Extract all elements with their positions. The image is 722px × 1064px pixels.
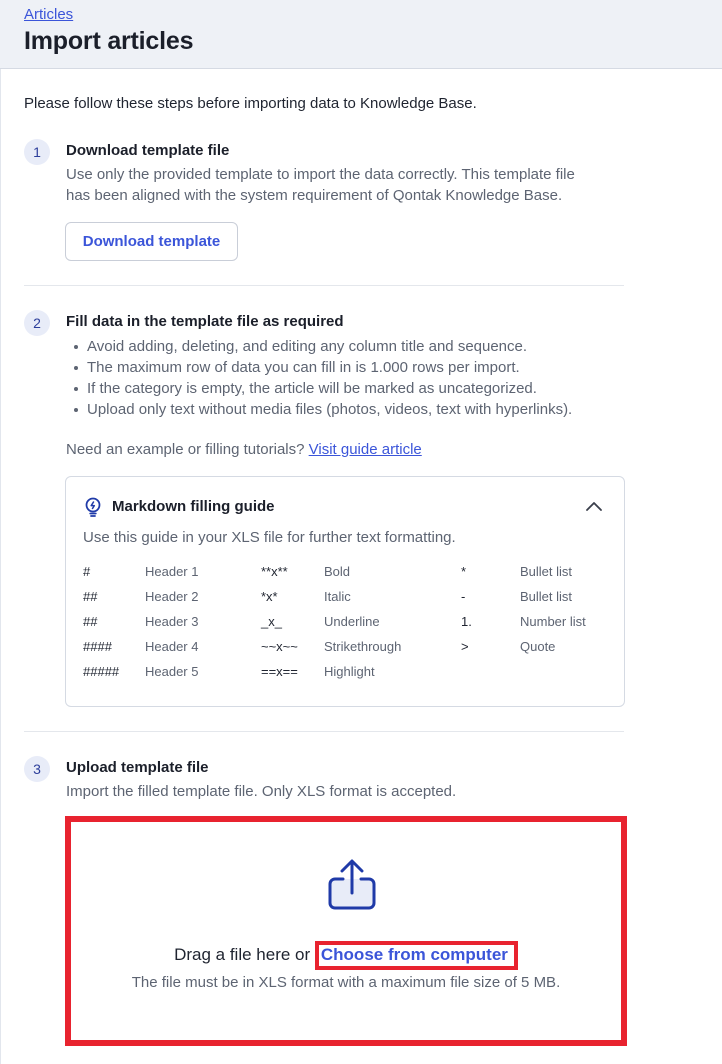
download-template-button[interactable]: Download template bbox=[65, 222, 238, 261]
step-2-title: Fill data in the template file as required bbox=[66, 313, 344, 330]
guide-question: Need an example or filling tutorials? Visit guide article bbox=[66, 441, 422, 458]
step-3-description: Import the filled template file. Only XLS format is accepted. bbox=[66, 783, 457, 800]
step-1-title: Download template file bbox=[66, 142, 230, 159]
step-1-description: Use only the provided template to import the data correctly. This template file has been aligned with the system requirement of Qontak Knowledge Base. bbox=[66, 166, 575, 204]
markdown-guide-panel: Markdown filling guide Use this guide in your XLS file for further text formatting. # Header 1 **x** Bold * Bullet list ## Header 2 *x* Italic - Bullet list ## Header 3 _x_ Underline 1. Number list #### Header 4 ~~x~~ Strikethrough > Quote ##### Header 5 ==x== Highlight bbox=[65, 476, 625, 707]
requirements-list bbox=[66, 336, 572, 420]
markdown-guide-title: Markdown filling guide bbox=[112, 498, 275, 515]
list-item: Upload only text without media files (photos, videos, text with hyperlinks). bbox=[66, 399, 572, 420]
lightbulb-icon bbox=[84, 497, 102, 517]
list-item: The maximum row of data you can fill in is 1.000 rows per import. bbox=[66, 357, 572, 378]
list-item: If the category is empty, the article will be marked as uncategorized. bbox=[66, 378, 572, 399]
dropzone-text: Drag a file here or Choose from computer bbox=[71, 945, 621, 965]
dropzone-note: The file must be in XLS format with a maximum file size of 5 MB. bbox=[131, 974, 561, 991]
step-2-number: 2 bbox=[24, 310, 50, 336]
chevron-up-icon[interactable] bbox=[584, 497, 604, 517]
step-3-number: 3 bbox=[24, 756, 50, 782]
visit-guide-article-link[interactable]: Visit guide article bbox=[308, 441, 422, 458]
markdown-guide-description: Use this guide in your XLS file for further text formatting. bbox=[83, 529, 456, 546]
file-dropzone[interactable] bbox=[65, 816, 627, 1046]
page-title: Import articles bbox=[24, 27, 194, 55]
step-1-number: 1 bbox=[24, 139, 50, 165]
step-3-title: Upload template file bbox=[66, 759, 209, 776]
divider bbox=[24, 285, 624, 286]
choose-from-computer-link[interactable]: Choose from computer bbox=[315, 941, 518, 970]
upload-icon bbox=[324, 858, 380, 914]
divider bbox=[24, 731, 624, 732]
intro-text: Please follow these steps before importing data to Knowledge Base. bbox=[24, 95, 477, 112]
breadcrumb-articles[interactable]: Articles bbox=[24, 6, 74, 23]
list-item: Avoid adding, deleting, and editing any column title and sequence. bbox=[66, 336, 572, 357]
page-header bbox=[0, 0, 722, 69]
